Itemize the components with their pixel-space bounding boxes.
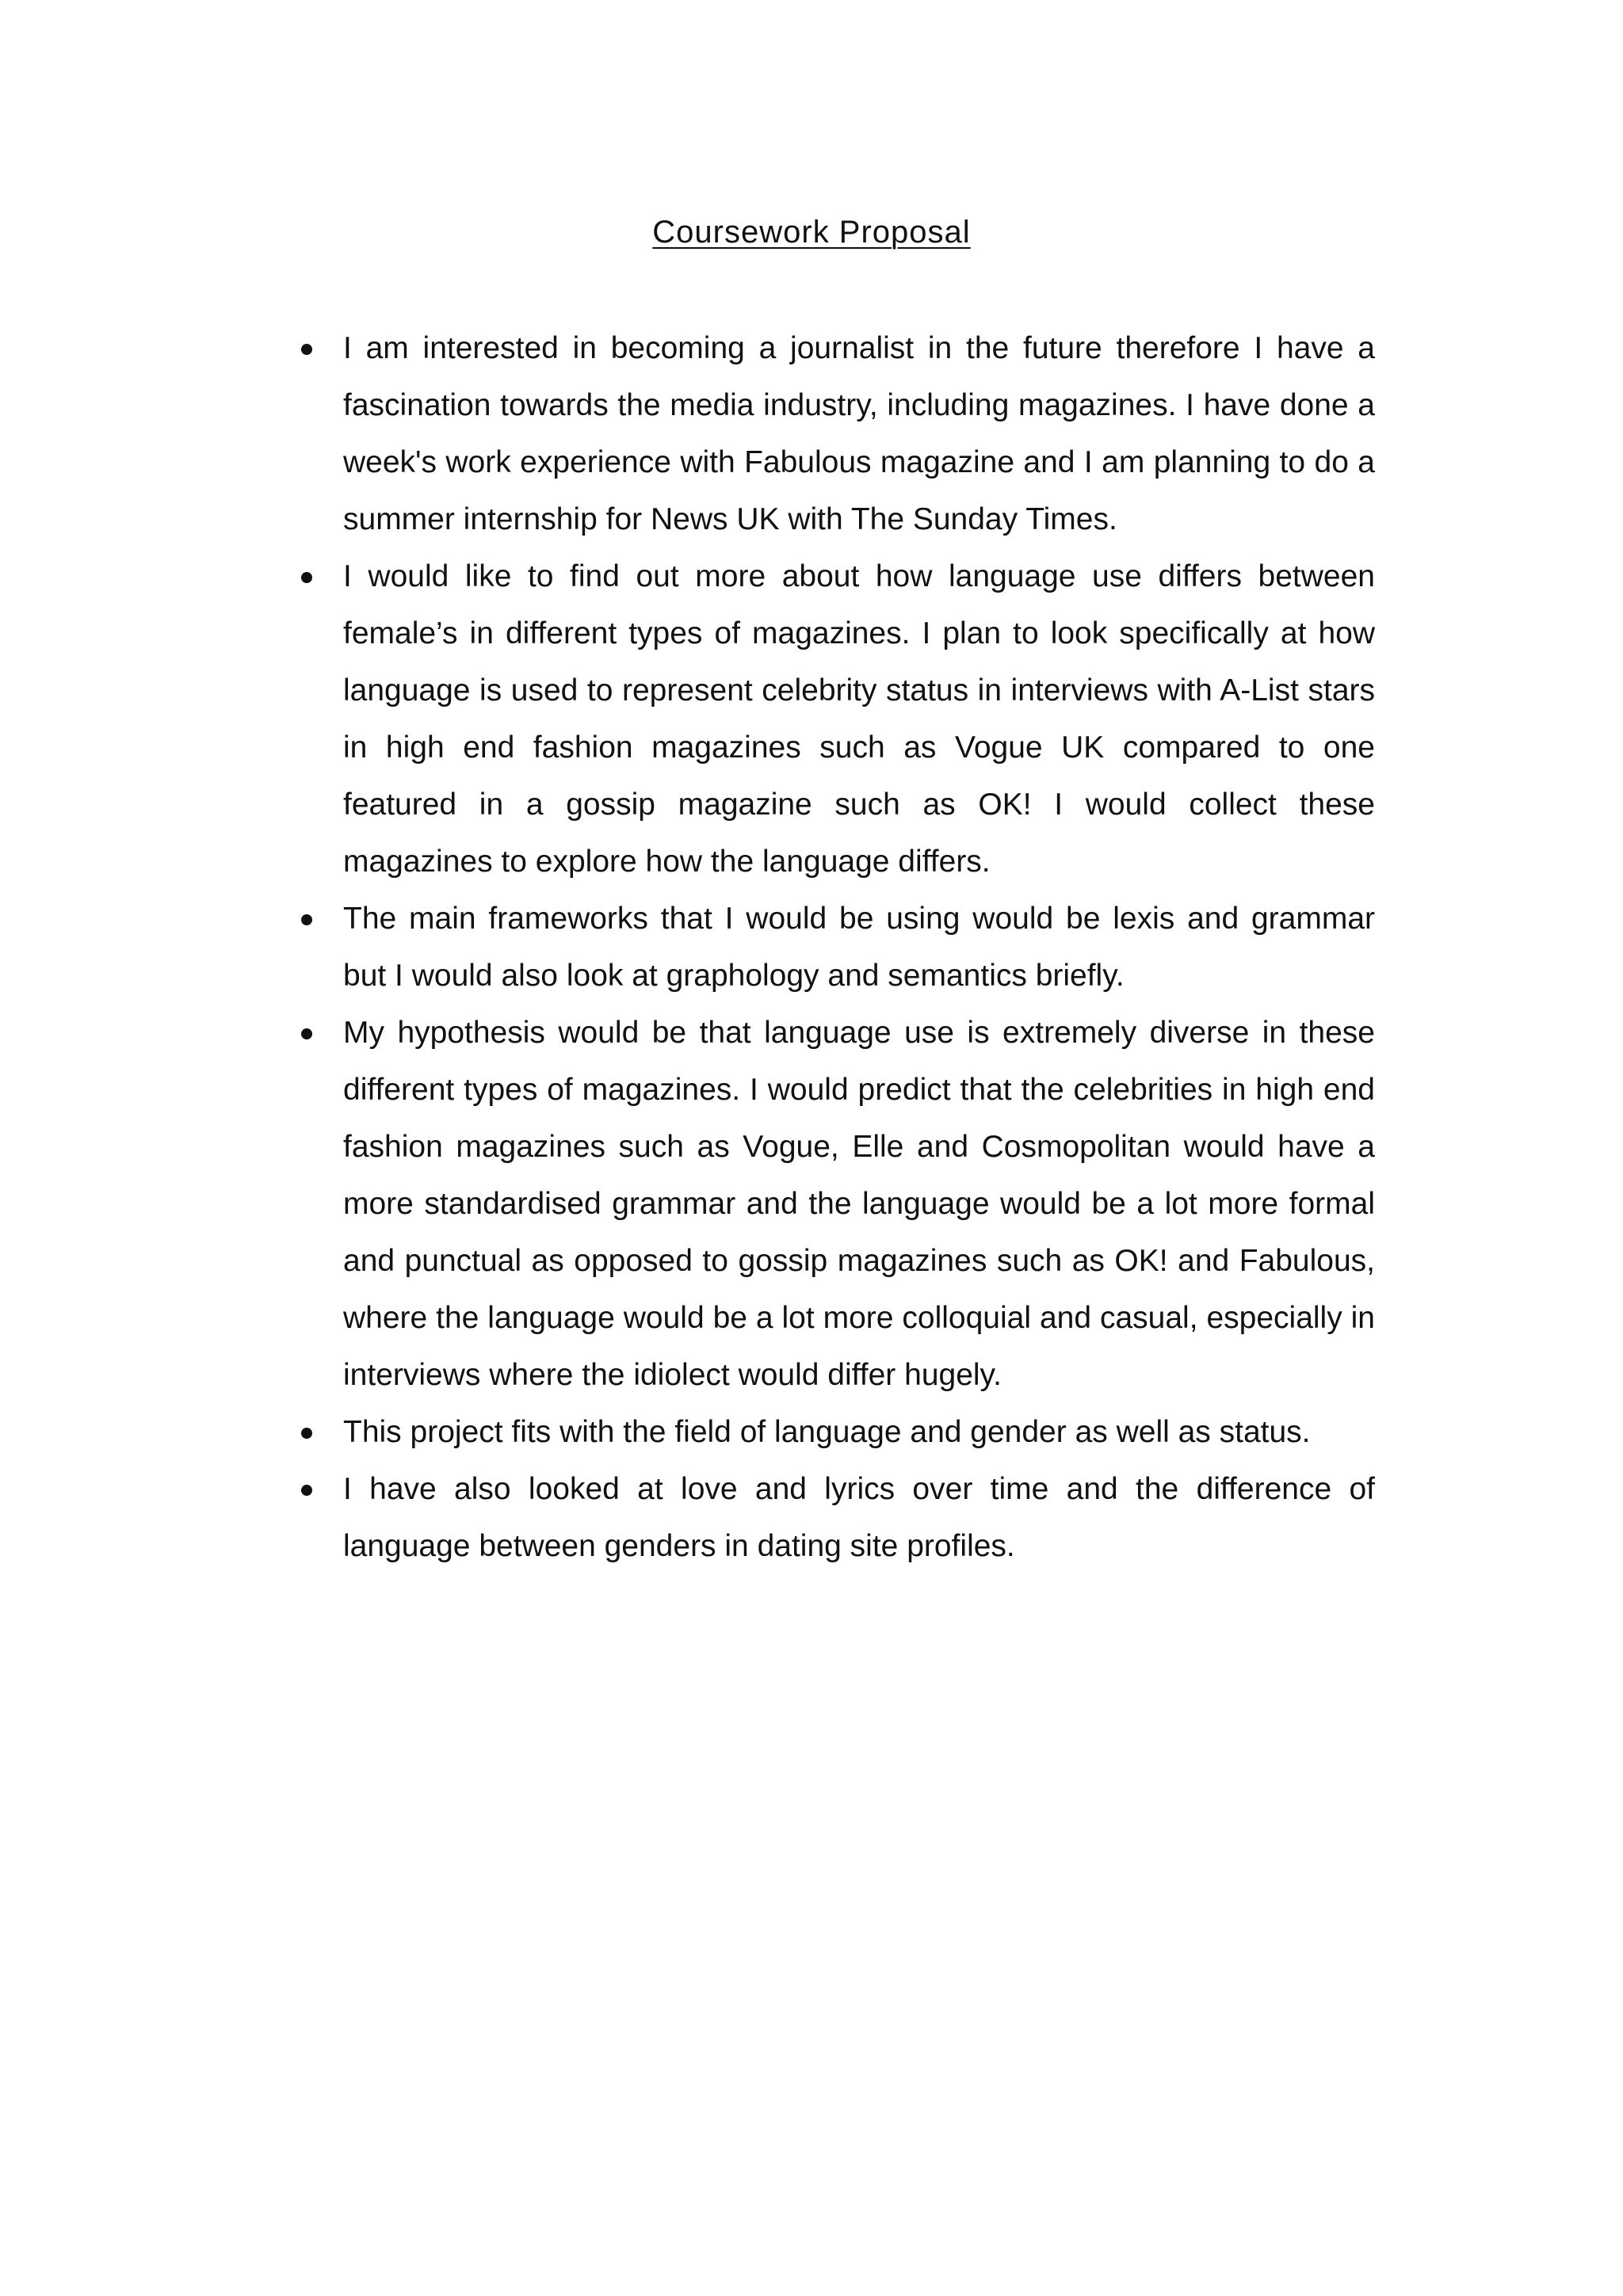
- bullet-dot-icon: [301, 914, 312, 925]
- bullet-dot-icon: [301, 344, 312, 355]
- bullet-text: My hypothesis would be that language use is extremely diverse in these different types of magazines. I would predict that the celebrities in high end fashion magazines such as Vogue, Elle and Cosmopolitan would have a more standardised grammar and the language would be a lot more formal and punctual as opposed to gossip magazines such as OK! and Fabulous, where the language would be a lot more colloquial and casual, especially in interviews where the idiolect would differ hugely.: [343, 1016, 1375, 1392]
- bullet-dot-icon: [301, 1428, 312, 1439]
- bullet-item-other-topics: [343, 1461, 1375, 1575]
- page-title: Coursework Proposal: [652, 215, 971, 250]
- bullet-dot-icon: [301, 1028, 312, 1039]
- bullet-text: This project fits with the field of language and gender as well as status.: [343, 1415, 1311, 1449]
- bullet-item-hypothesis: [343, 1005, 1375, 1404]
- bullet-text: The main frameworks that I would be using would be lexis and grammar but I would also look at graphology and semantics briefly.: [343, 902, 1375, 993]
- bullet-item-frameworks: [343, 891, 1375, 1005]
- bullet-item-field: [343, 1404, 1375, 1461]
- bullet-text: I would like to find out more about how language use differs between female’s in different types of magazines. I plan to look specifically at how language is used to represent celebrity status in interviews with A-List stars in high end fashion magazines such as Vogue UK compared to one featured in a gossip magazine such as OK! I would collect these magazines to explore how the language differs.: [343, 559, 1375, 879]
- proposal-bullet-list: [0, 320, 1623, 1575]
- bullet-text: I have also looked at love and lyrics over time and the difference of language between genders in dating site profiles.: [343, 1472, 1375, 1563]
- bullet-dot-icon: [301, 1485, 312, 1496]
- bullet-item-research-aim: [343, 548, 1375, 891]
- bullet-dot-icon: [301, 572, 312, 583]
- bullet-text: I am interested in becoming a journalist in the future therefore I have a fascination towards the media industry, including magazines. I have done a week's work experience with Fabulous magazine and I am planning to do a summer internship for News UK with The Sunday Times.: [343, 331, 1375, 536]
- bullet-item-career-interest: [343, 320, 1375, 548]
